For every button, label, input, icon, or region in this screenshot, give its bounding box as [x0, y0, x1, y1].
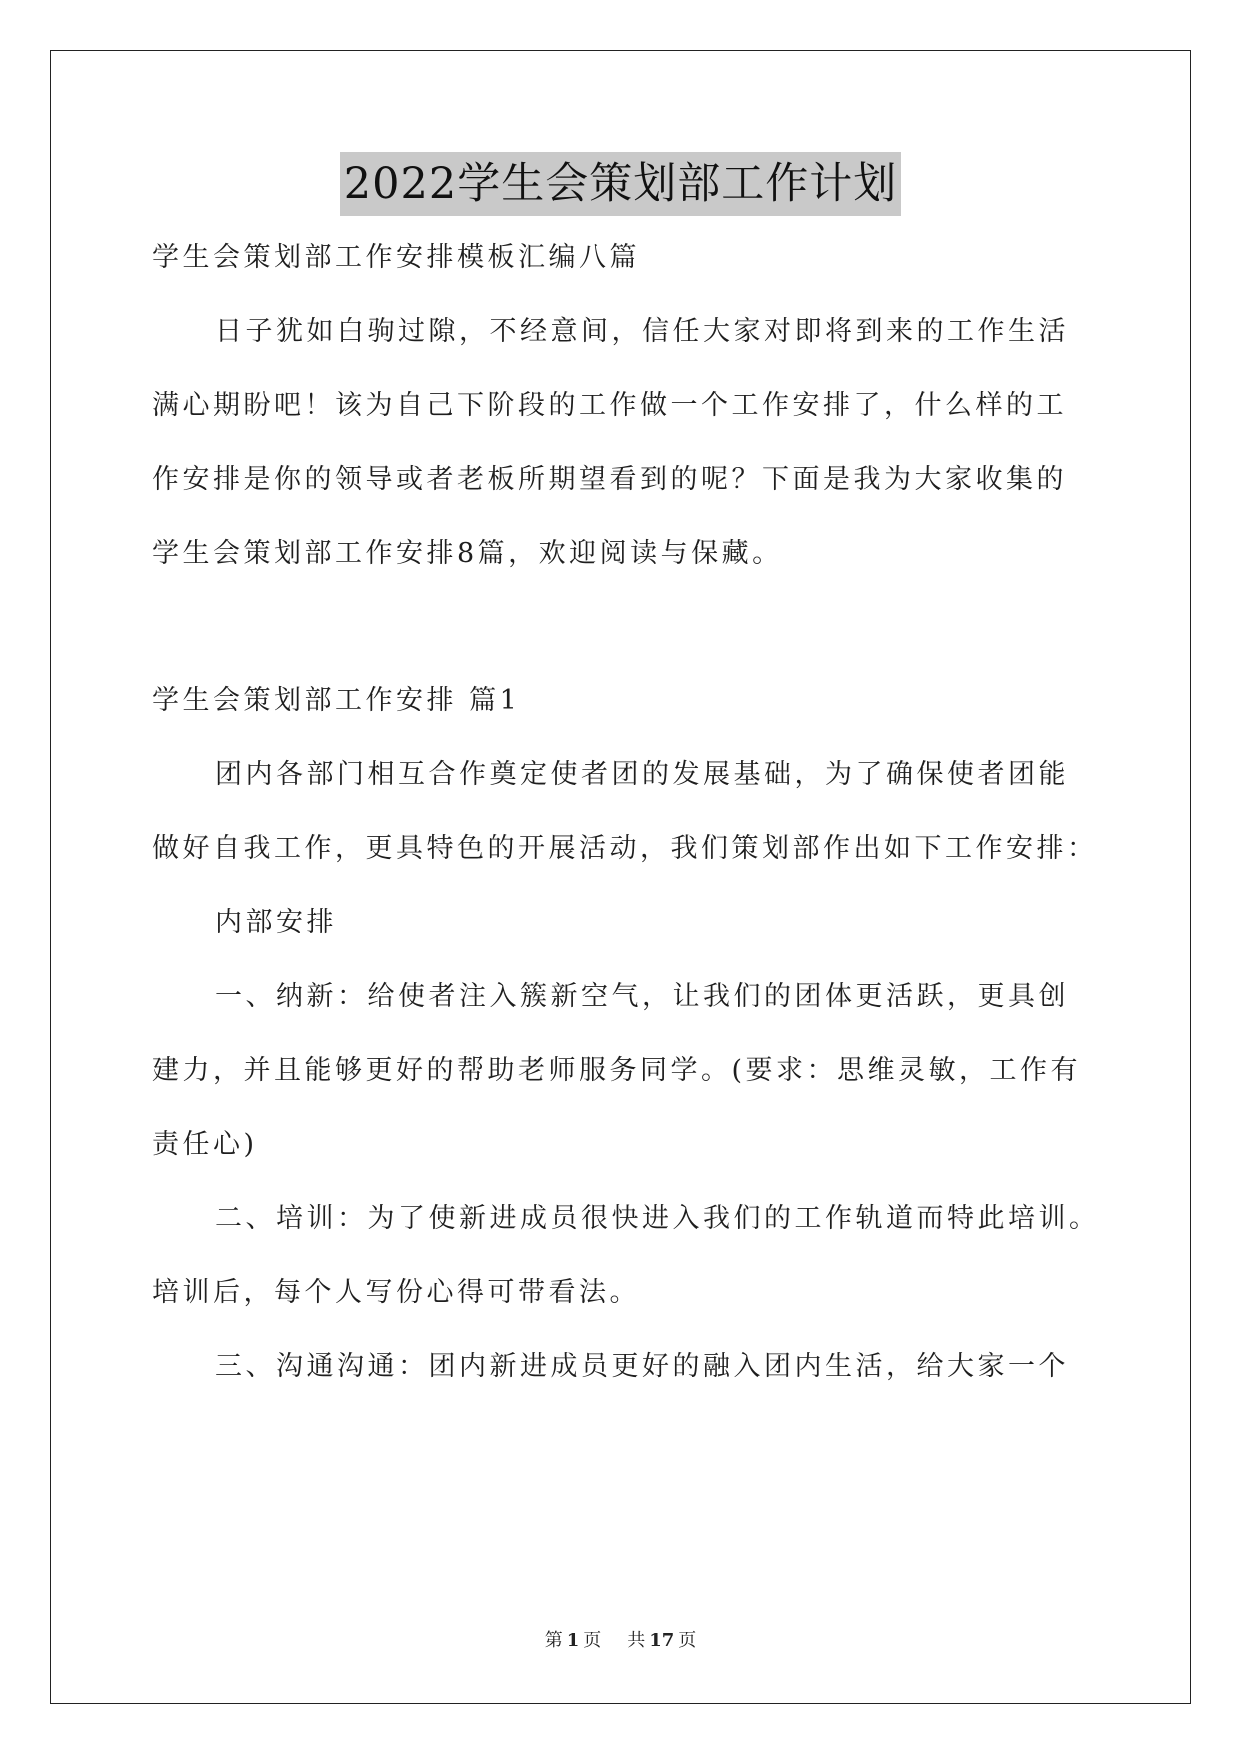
- intro-line: 学生会策划部工作安排8篇，欢迎阅读与保藏。: [152, 538, 783, 569]
- subtitle: 学生会策划部工作安排模板汇编八篇: [152, 242, 640, 273]
- footer-page-number: 1: [566, 1630, 580, 1651]
- body-line: 内部安排: [215, 907, 337, 938]
- title-container: [0, 152, 1241, 216]
- intro-line: 作安排是你的领导或者老板所期望看到的呢？下面是我为大家收集的: [152, 464, 1067, 495]
- footer-total-pages: 17: [649, 1630, 675, 1651]
- intro-line: 日子犹如白驹过隙，不经意间，信任大家对即将到来的工作生活: [215, 316, 1069, 347]
- body-line: 做好自我工作，更具特色的开展活动，我们策划部作出如下工作安排：: [152, 833, 1098, 864]
- body-line: 责任心): [152, 1129, 258, 1160]
- footer-page-suffix: 页: [583, 1630, 602, 1651]
- body-line: 培训后，每个人写份心得可带看法。: [152, 1277, 640, 1308]
- body-line: 一、纳新：给使者注入簇新空气，让我们的团体更活跃，更具创: [215, 981, 1069, 1012]
- footer-total-suffix: 页: [678, 1630, 697, 1651]
- page-border: [50, 50, 1191, 1704]
- document-title: 2022学生会策划部工作计划: [340, 152, 901, 216]
- body-line: 建力，并且能够更好的帮助老师服务同学。(要求：思维灵敏，工作有: [152, 1055, 1082, 1086]
- intro-line: 满心期盼吧！该为自己下阶段的工作做一个工作安排了，什么样的工: [152, 390, 1067, 421]
- footer-prefix: 第: [544, 1630, 563, 1651]
- body-line: 团内各部门相互合作奠定使者团的发展基础，为了确保使者团能: [215, 759, 1069, 790]
- section-heading: 学生会策划部工作安排 篇1: [152, 685, 521, 716]
- body-line: 二、培训：为了使新进成员很快进入我们的工作轨道而特此培训。: [215, 1203, 1100, 1234]
- body-line: 三、沟通沟通：团内新进成员更好的融入团内生活，给大家一个: [215, 1351, 1069, 1382]
- page-footer: [0, 1626, 1241, 1652]
- footer-total-prefix: 共: [627, 1630, 646, 1651]
